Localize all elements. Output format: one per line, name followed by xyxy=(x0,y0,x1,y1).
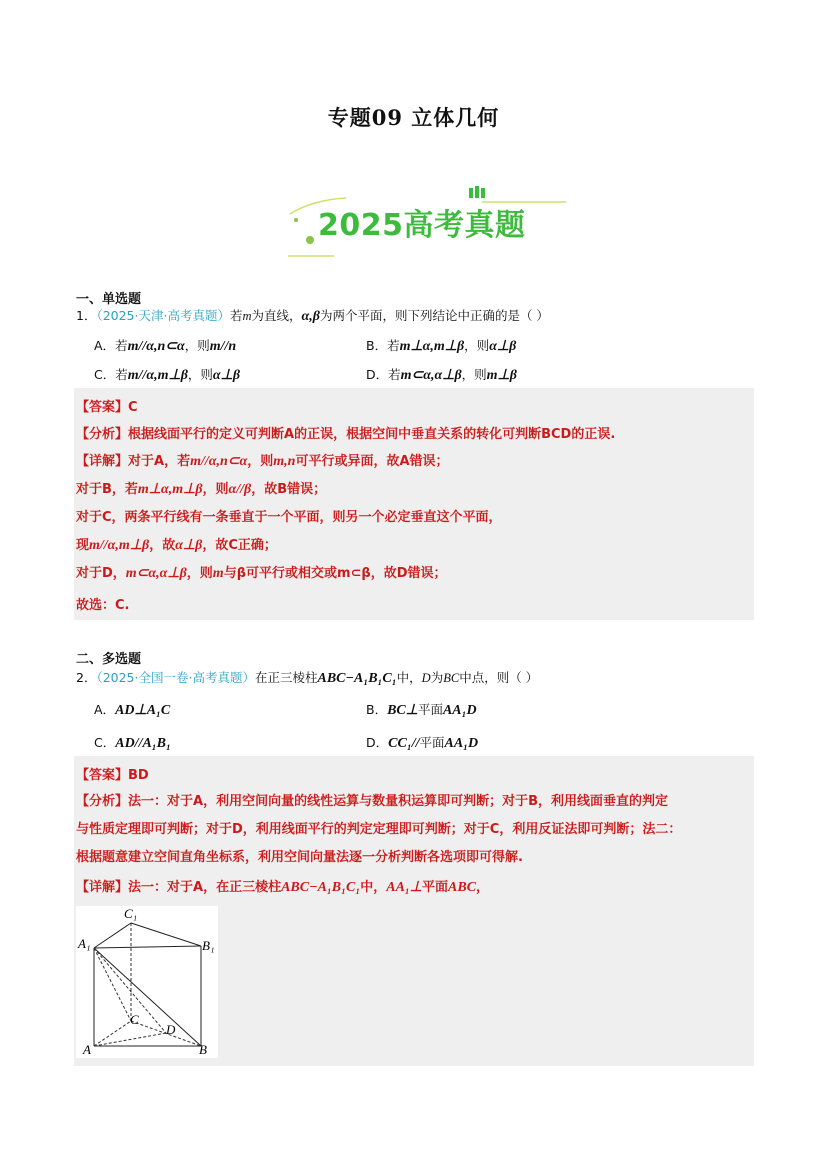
stem-math: α,β xyxy=(301,309,320,324)
option-math: m⊥α,m⊥β xyxy=(399,339,465,354)
detail-text: 中， xyxy=(360,880,387,895)
stem-math: m xyxy=(242,309,252,323)
label-a1: A₁ xyxy=(78,936,91,951)
stem-text: 中， xyxy=(396,670,422,685)
option-math: α⊥β xyxy=(489,339,517,354)
stem-math: ABC−A₁B₁C₁ xyxy=(317,671,397,686)
q1-option-a xyxy=(94,336,236,355)
answer-value: C xyxy=(128,400,138,415)
detail-math: α⊥β xyxy=(175,538,203,553)
exam-badge xyxy=(282,184,572,258)
q1-detail-line xyxy=(76,506,502,525)
option-math: m⊥β xyxy=(486,368,517,383)
q1-detail-line xyxy=(76,534,277,554)
option-math: AD⊥A₁C xyxy=(115,703,171,718)
stem-text: 为直线， xyxy=(251,308,302,323)
q2-option-c xyxy=(94,733,171,752)
edge-ac xyxy=(94,1021,131,1046)
option-text: ，则 xyxy=(187,367,213,382)
answer-value: BD xyxy=(128,768,149,783)
prism-figure xyxy=(76,906,218,1058)
label-c1: C₁ xyxy=(124,906,138,921)
stem-text: 中点，则（ ） xyxy=(459,670,539,685)
question-number: 2． xyxy=(76,670,97,685)
q2-option-a xyxy=(94,700,170,719)
option-label: C． xyxy=(94,735,116,750)
stem-math: BC xyxy=(443,671,460,685)
detail-text: 与β可平行或相交或m⊂β，故D错误； xyxy=(223,566,447,581)
question-number: 1． xyxy=(76,308,97,323)
stem-text: 在正三棱柱 xyxy=(254,670,318,685)
edge-a1b xyxy=(94,948,201,1046)
detail-text: 对于A，若 xyxy=(128,454,191,469)
detail-text: ， xyxy=(476,880,490,895)
q1-option-d xyxy=(366,365,517,384)
detail-text: ，则 xyxy=(202,482,229,497)
analysis-label: 【分析】 xyxy=(76,427,129,442)
option-label: A． xyxy=(94,702,116,717)
badge-text: 2025高考真题 xyxy=(318,208,526,243)
question-1-stem xyxy=(76,306,549,325)
option-text: 平面 xyxy=(417,702,443,717)
analysis-text: 根据题意建立空间直角坐标系，利用空间向量法逐一分析判断各选项即可得解. xyxy=(76,850,523,865)
analysis-label: 【分析】 xyxy=(76,794,129,809)
option-math: AA₁D xyxy=(444,736,479,751)
detail-text: 平面 xyxy=(422,880,449,895)
detail-label: 【详解】 xyxy=(76,880,129,895)
detail-text: 现 xyxy=(76,538,90,553)
edge-a1c xyxy=(94,948,131,1021)
edge-a1b1 xyxy=(94,946,201,948)
detail-math: m,n xyxy=(273,454,296,469)
q2-analysis-line xyxy=(76,846,523,865)
q2-option-b xyxy=(366,700,477,719)
detail-text: 对于C，两条平行线有一条垂直于一个平面，则另一个必定垂直这个平面， xyxy=(76,510,502,525)
q2-detail-line xyxy=(76,876,489,896)
q2-answer xyxy=(76,764,149,783)
edge-ad xyxy=(94,1033,166,1046)
detail-math: m//α,m⊥β xyxy=(89,538,150,553)
option-math: AA₁D xyxy=(442,703,477,718)
option-math: m//α,m⊥β xyxy=(127,368,188,383)
option-label: B．若 xyxy=(366,338,400,353)
prism-diagram xyxy=(76,906,218,1058)
label-d: D xyxy=(166,1022,176,1037)
detail-text: ，故B错误； xyxy=(251,482,327,497)
option-label: B． xyxy=(366,702,388,717)
option-text: 平面 xyxy=(419,735,445,750)
option-math: m⊂α,α⊥β xyxy=(400,368,462,383)
page-title: 专题09 立体几何 xyxy=(327,105,500,130)
option-label: A．若 xyxy=(94,338,128,353)
question-2-stem xyxy=(76,668,538,687)
q2-analysis-line xyxy=(76,818,681,837)
q1-detail-line xyxy=(76,478,326,498)
q1-detail-line xyxy=(76,594,129,613)
detail-math: m xyxy=(212,566,224,581)
option-label: C．若 xyxy=(94,367,128,382)
edge-c1b1 xyxy=(131,923,201,946)
option-label: D． xyxy=(366,735,389,750)
q2-option-d xyxy=(366,733,478,752)
option-text: ，则 xyxy=(464,338,490,353)
q1-solution-box xyxy=(74,388,754,620)
question-source: （2025·天津·高考真题） xyxy=(96,308,230,323)
section-heading-multiple: 二、多选题 xyxy=(76,652,142,667)
stem-math: D xyxy=(421,671,431,685)
option-math: CC₁// xyxy=(388,736,420,751)
q1-analysis xyxy=(76,423,615,442)
option-label: D．若 xyxy=(366,367,401,382)
detail-text: 可平行或异面，故A错误； xyxy=(295,454,449,469)
option-text: ，则 xyxy=(184,338,210,353)
option-math: α⊥β xyxy=(212,368,241,383)
edge-a1c1 xyxy=(94,923,131,948)
detail-text: ，故 xyxy=(149,538,176,553)
q2-analysis-line xyxy=(76,790,668,809)
option-text: ，则 xyxy=(461,367,487,382)
detail-text: ，则 xyxy=(186,566,213,581)
detail-math: m⊂α,α⊥β xyxy=(125,566,187,581)
stem-text: 为 xyxy=(430,670,444,685)
detail-math: AA₁⊥ xyxy=(386,880,423,895)
option-math: m//α,n⊂α xyxy=(127,339,185,354)
label-b: B xyxy=(199,1042,207,1057)
detail-math: ABC xyxy=(448,880,477,895)
detail-math: ABC−A₁B₁C₁ xyxy=(281,880,361,895)
option-math: m//n xyxy=(209,339,237,354)
detail-text: 对于D， xyxy=(76,566,126,581)
detail-math: α//β xyxy=(228,482,252,497)
label-b1: B₁ xyxy=(202,938,215,953)
analysis-text: 法一：对于A，利用空间向量的线性运算与数量积运算即可判断；对于B，利用线面垂直的判定 xyxy=(128,794,668,809)
detail-text: ，故C正确； xyxy=(202,538,277,553)
q1-option-b xyxy=(366,336,516,355)
detail-math: m⊥α,m⊥β xyxy=(137,482,203,497)
section-heading-single: 一、单选题 xyxy=(76,292,142,307)
analysis-text: 根据线面平行的定义可判断A的正误，根据空间中垂直关系的转化可判断BCD的正误. xyxy=(128,427,616,442)
question-source: （2025·全国一卷·高考真题） xyxy=(96,670,255,685)
q1-answer xyxy=(76,396,138,415)
q1-detail-line xyxy=(76,562,447,582)
option-math: BC⊥ xyxy=(387,703,418,718)
q1-option-c xyxy=(94,365,240,384)
detail-text: 故选：C. xyxy=(76,598,130,613)
label-c: C xyxy=(130,1012,139,1027)
q1-detail-line xyxy=(76,450,449,470)
detail-math: m//α,n⊂α xyxy=(190,454,248,469)
label-a: A xyxy=(83,1042,91,1057)
analysis-text: 与性质定理即可判断；对于D，利用线面平行的判定定理即可判断；对于C，利用反证法即可判断；法二： xyxy=(76,822,682,837)
stem-text: 若 xyxy=(229,308,243,323)
option-math: AD//A₁B₁ xyxy=(115,736,171,751)
detail-text: 法一：对于A，在正三棱柱 xyxy=(128,880,282,895)
stem-text: 为两个平面，则下列结论中正确的是（ ） xyxy=(319,308,549,323)
answer-label: 【答案】 xyxy=(76,768,129,783)
answer-label: 【答案】 xyxy=(76,400,129,415)
detail-text: ，则 xyxy=(247,454,274,469)
detail-label: 【详解】 xyxy=(76,454,129,469)
detail-text: 对于B，若 xyxy=(76,482,138,497)
